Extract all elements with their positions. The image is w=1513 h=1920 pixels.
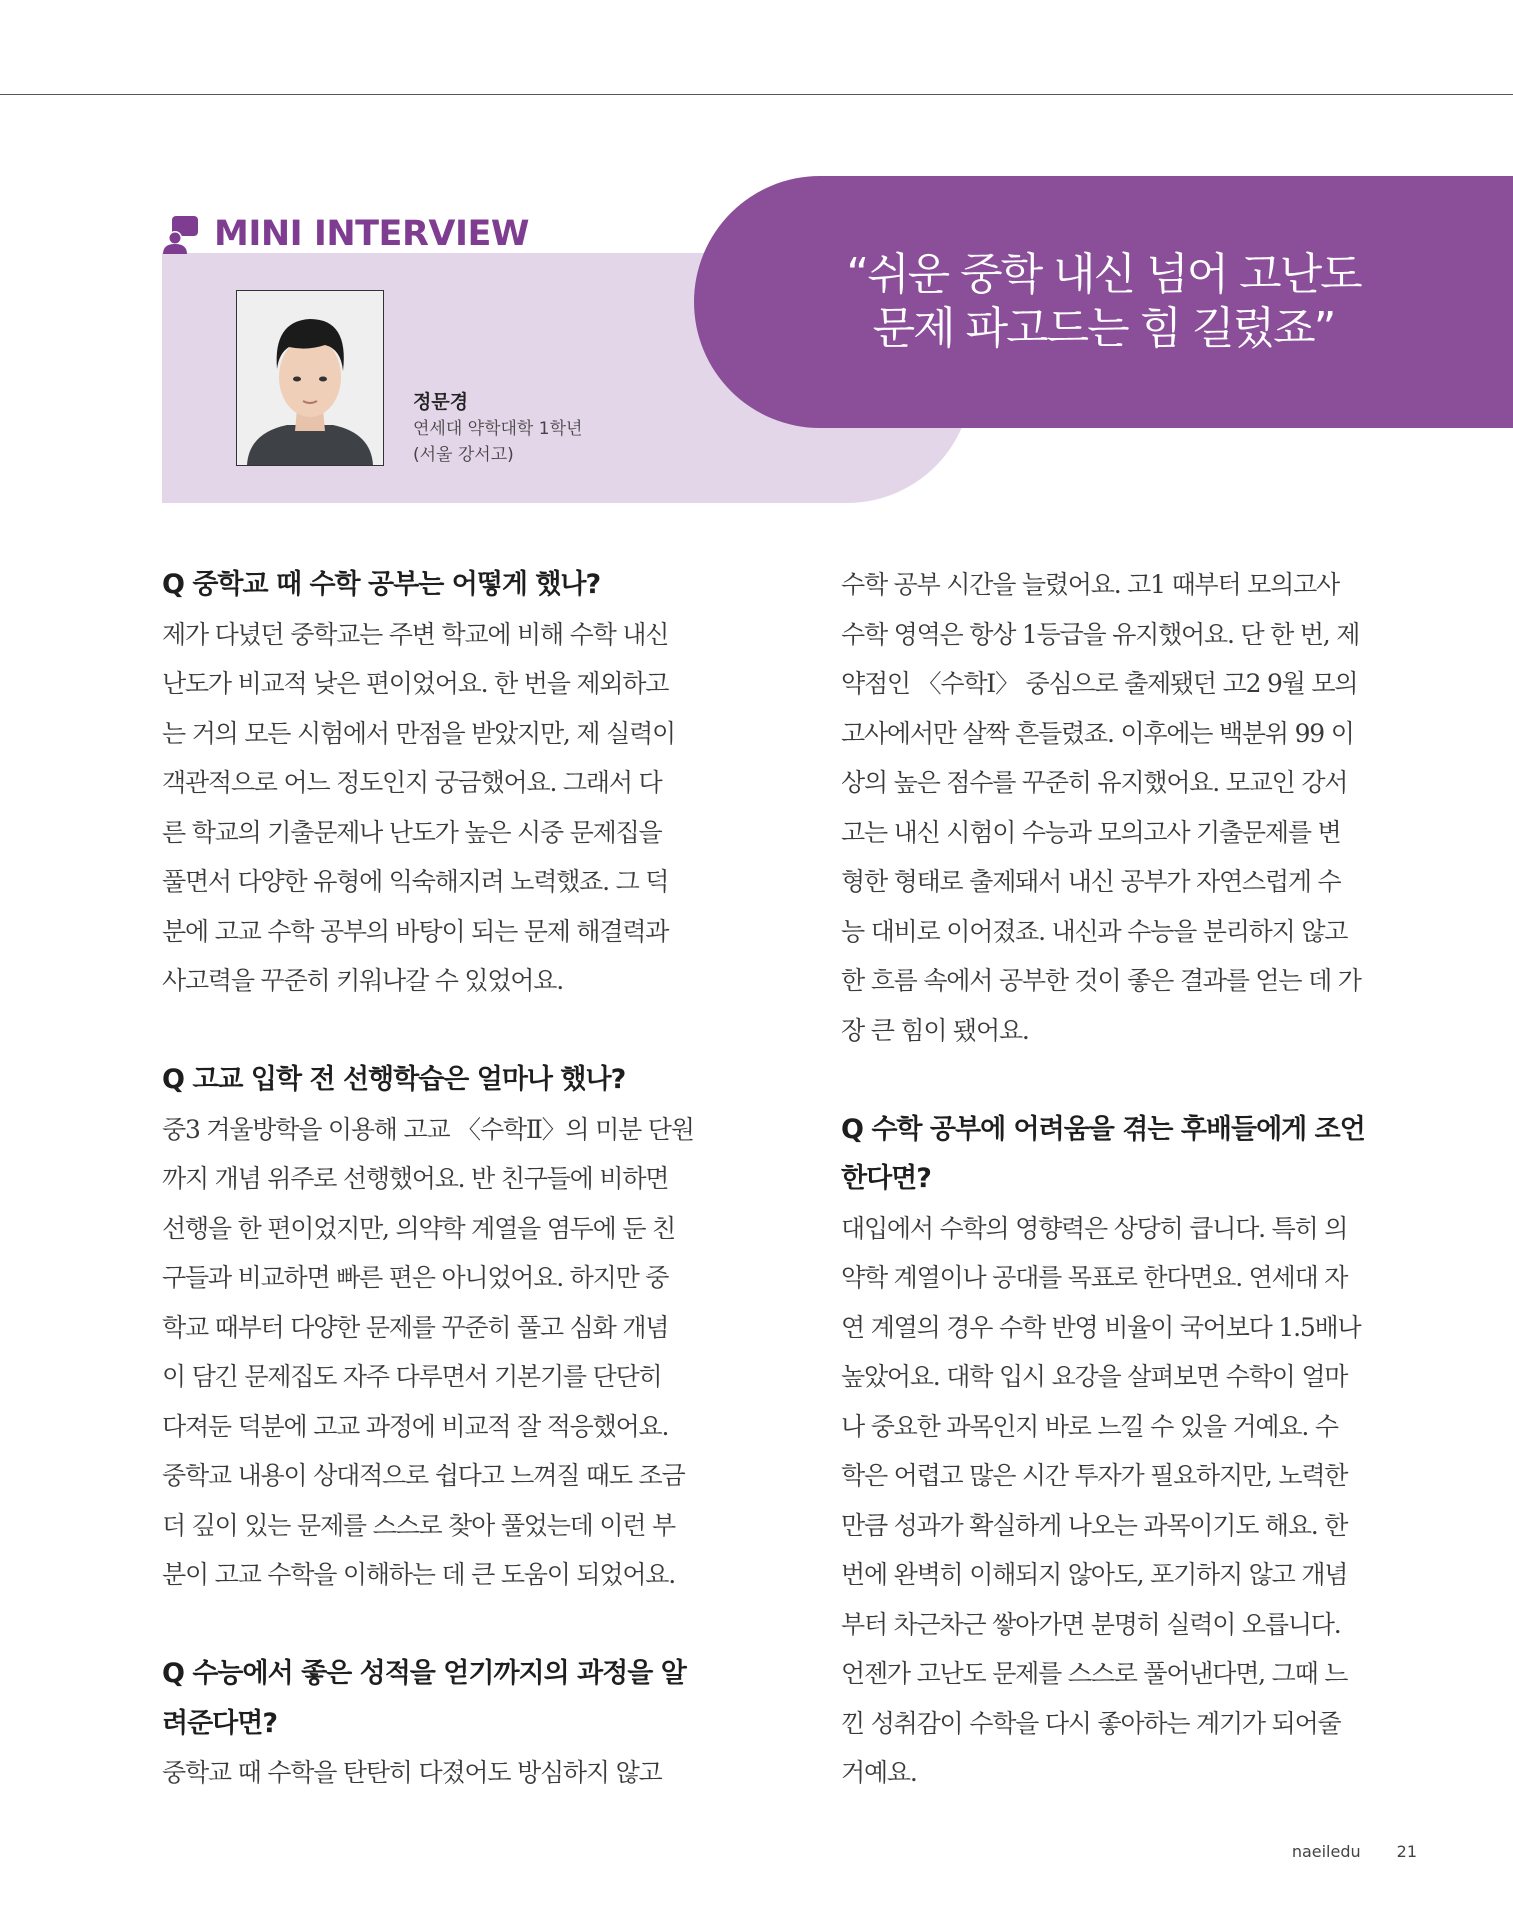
answer-line: 약점인 〈수학Ⅰ〉 중심으로 출제됐던 고2 9월 모의 [841, 669, 1358, 698]
question-line: Q 고교 입학 전 선행학습은 얼마나 했나? [162, 1064, 626, 1095]
answer-line: 선행을 한 편이었지만, 의약학 계열을 염두에 둔 친 [162, 1213, 675, 1243]
portrait-photo [236, 290, 384, 466]
question-heading [162, 560, 742, 610]
answer-line: 분에 고교 수학 공부의 바탕이 되는 문제 해결력과 [162, 916, 669, 946]
answer-line: 풀면서 다양한 유형에 익숙해지려 노력했죠. 그 덕 [162, 867, 669, 896]
question-heading [841, 1105, 1421, 1204]
footer-brand: naeiledu [1291, 1842, 1361, 1861]
answer-line: 수학 영역은 항상 1등급을 유지했어요. 단 한 번, 제 [841, 619, 1360, 649]
answer-line: 고는 내신 시험이 수능과 모의고사 기출문제를 변 [841, 817, 1341, 847]
answer-line: 분이 고교 수학을 이해하는 데 큰 도움이 되었어요. [162, 1560, 675, 1589]
pull-quote-line: “쉬운 중학 내신 넘어 고난도 [846, 249, 1361, 300]
answer-line: 약학 계열이나 공대를 목표로 한다면요. 연세대 자 [841, 1263, 1348, 1292]
page-number: 21 [1396, 1842, 1417, 1861]
answer-line: 학교 때부터 다양한 문제를 꾸준히 풀고 심화 개념 [162, 1312, 669, 1342]
answer-line: 높았어요. 대학 입시 요강을 살펴보면 수학이 얼마 [841, 1362, 1348, 1391]
section-label [162, 210, 529, 258]
answer-line: 까지 개념 위주로 선행했어요. 반 친구들에 비하면 [162, 1164, 669, 1193]
interviewee-name: 정문경 [413, 391, 469, 413]
answer-line: 연 계열의 경우 수학 반영 비율이 국어보다 1.5배나 [841, 1312, 1361, 1342]
answer-paragraph [162, 610, 742, 1006]
question-line: Q 수학 공부에 어려움을 겪는 후배들에게 조언 [841, 1113, 1365, 1145]
answer-line: 수학 공부 시간을 늘렸어요. 고1 때부터 모의고사 [841, 570, 1339, 599]
answer-line: 더 깊이 있는 문제를 스스로 찾아 풀었는데 이런 부 [162, 1510, 675, 1540]
answer-line: 이 담긴 문제집도 자주 다루면서 기본기를 단단히 [162, 1362, 662, 1391]
answer-line: 제가 다녔던 중학교는 주변 학교에 비해 수학 내신 [162, 619, 669, 649]
question-line: Q 수능에서 좋은 성적을 얻기까지의 과정을 알 [162, 1658, 686, 1689]
answer-line: 난도가 비교적 낮은 편이었어요. 한 번을 제외하고 [162, 669, 669, 698]
answer-line: 중학교 내용이 상대적으로 쉽다고 느껴질 때도 조금 [162, 1461, 685, 1490]
pull-quote [694, 176, 1513, 428]
answer-line: 번에 완벽히 이해되지 않아도, 포기하지 않고 개념 [841, 1560, 1348, 1589]
right-column [841, 560, 1421, 1798]
answer-line: 만큼 성과가 확실하게 나오는 과목이기도 해요. 한 [841, 1510, 1348, 1540]
person-icon [162, 214, 200, 254]
answer-line: 장 큰 힘이 됐어요. [841, 1015, 1029, 1045]
top-rule [0, 94, 1513, 95]
answer-line: 부터 차근차근 쌓아가면 분명히 실력이 오릅니다. [841, 1609, 1341, 1639]
answer-paragraph [841, 560, 1421, 1055]
answer-line: 상의 높은 점수를 꾸준히 유지했어요. 모교인 강서 [841, 768, 1348, 797]
question-heading [162, 1649, 742, 1748]
question-line: 려준다면? [162, 1707, 277, 1739]
answer-paragraph [162, 1748, 742, 1798]
section-label-text: MINI INTERVIEW [214, 214, 530, 254]
question-heading [162, 1055, 742, 1105]
answer-line: 형한 형태로 출제돼서 내신 공부가 자연스럽게 수 [841, 867, 1341, 896]
answer-paragraph [162, 1105, 742, 1600]
answer-line: 언젠가 고난도 문제를 스스로 풀어낸다면, 그때 느 [841, 1659, 1348, 1688]
interviewee-school: (서울 강서고) [413, 445, 514, 465]
answer-line: 는 거의 모든 시험에서 만점을 받았지만, 제 실력이 [162, 718, 675, 748]
page-footer [1292, 1842, 1417, 1861]
question-line: 한다면? [841, 1163, 931, 1194]
answer-paragraph [841, 1204, 1421, 1798]
answer-line: 고사에서만 살짝 흔들렸죠. 이후에는 백분위 99 이 [841, 718, 1354, 748]
answer-line: 중학교 때 수학을 탄탄히 다졌어도 방심하지 않고 [162, 1758, 662, 1787]
interviewee-info [413, 388, 693, 468]
answer-line: 사고력을 꾸준히 키워나갈 수 있었어요. [162, 966, 563, 995]
left-column [162, 560, 742, 1798]
answer-line: 능 대비로 이어졌죠. 내신과 수능을 분리하지 않고 [841, 916, 1348, 946]
answer-line: 중3 겨울방학을 이용해 고교 〈수학Ⅱ〉의 미분 단원 [162, 1114, 694, 1144]
answer-line: 다져둔 덕분에 고교 과정에 비교적 잘 적응했어요. [162, 1411, 669, 1441]
answer-line: 른 학교의 기출문제나 난도가 높은 시중 문제집을 [162, 817, 662, 847]
answer-line: 구들과 비교하면 빠른 편은 아니었어요. 하지만 중 [162, 1263, 669, 1292]
answer-line: 낀 성취감이 수학을 다시 좋아하는 계기가 되어줄 [841, 1708, 1341, 1738]
answer-line: 대입에서 수학의 영향력은 상당히 큽니다. 특히 의 [841, 1213, 1348, 1243]
answer-line: 객관적으로 어느 정도인지 궁금했어요. 그래서 다 [162, 768, 662, 797]
question-line: Q 중학교 때 수학 공부는 어떻게 했나? [162, 569, 601, 600]
answer-line: 학은 어렵고 많은 시간 투자가 필요하지만, 노력한 [841, 1461, 1348, 1490]
answer-line: 한 흐름 속에서 공부한 것이 좋은 결과를 얻는 데 가 [841, 966, 1361, 995]
interviewee-affiliation: 연세대 약학대학 1학년 [413, 419, 583, 439]
answer-line: 나 중요한 과목인지 바로 느낄 수 있을 거예요. 수 [841, 1411, 1338, 1441]
answer-line: 거예요. [841, 1758, 917, 1787]
pull-quote-line: 문제 파고드는 힘 길렀죠” [872, 303, 1335, 354]
